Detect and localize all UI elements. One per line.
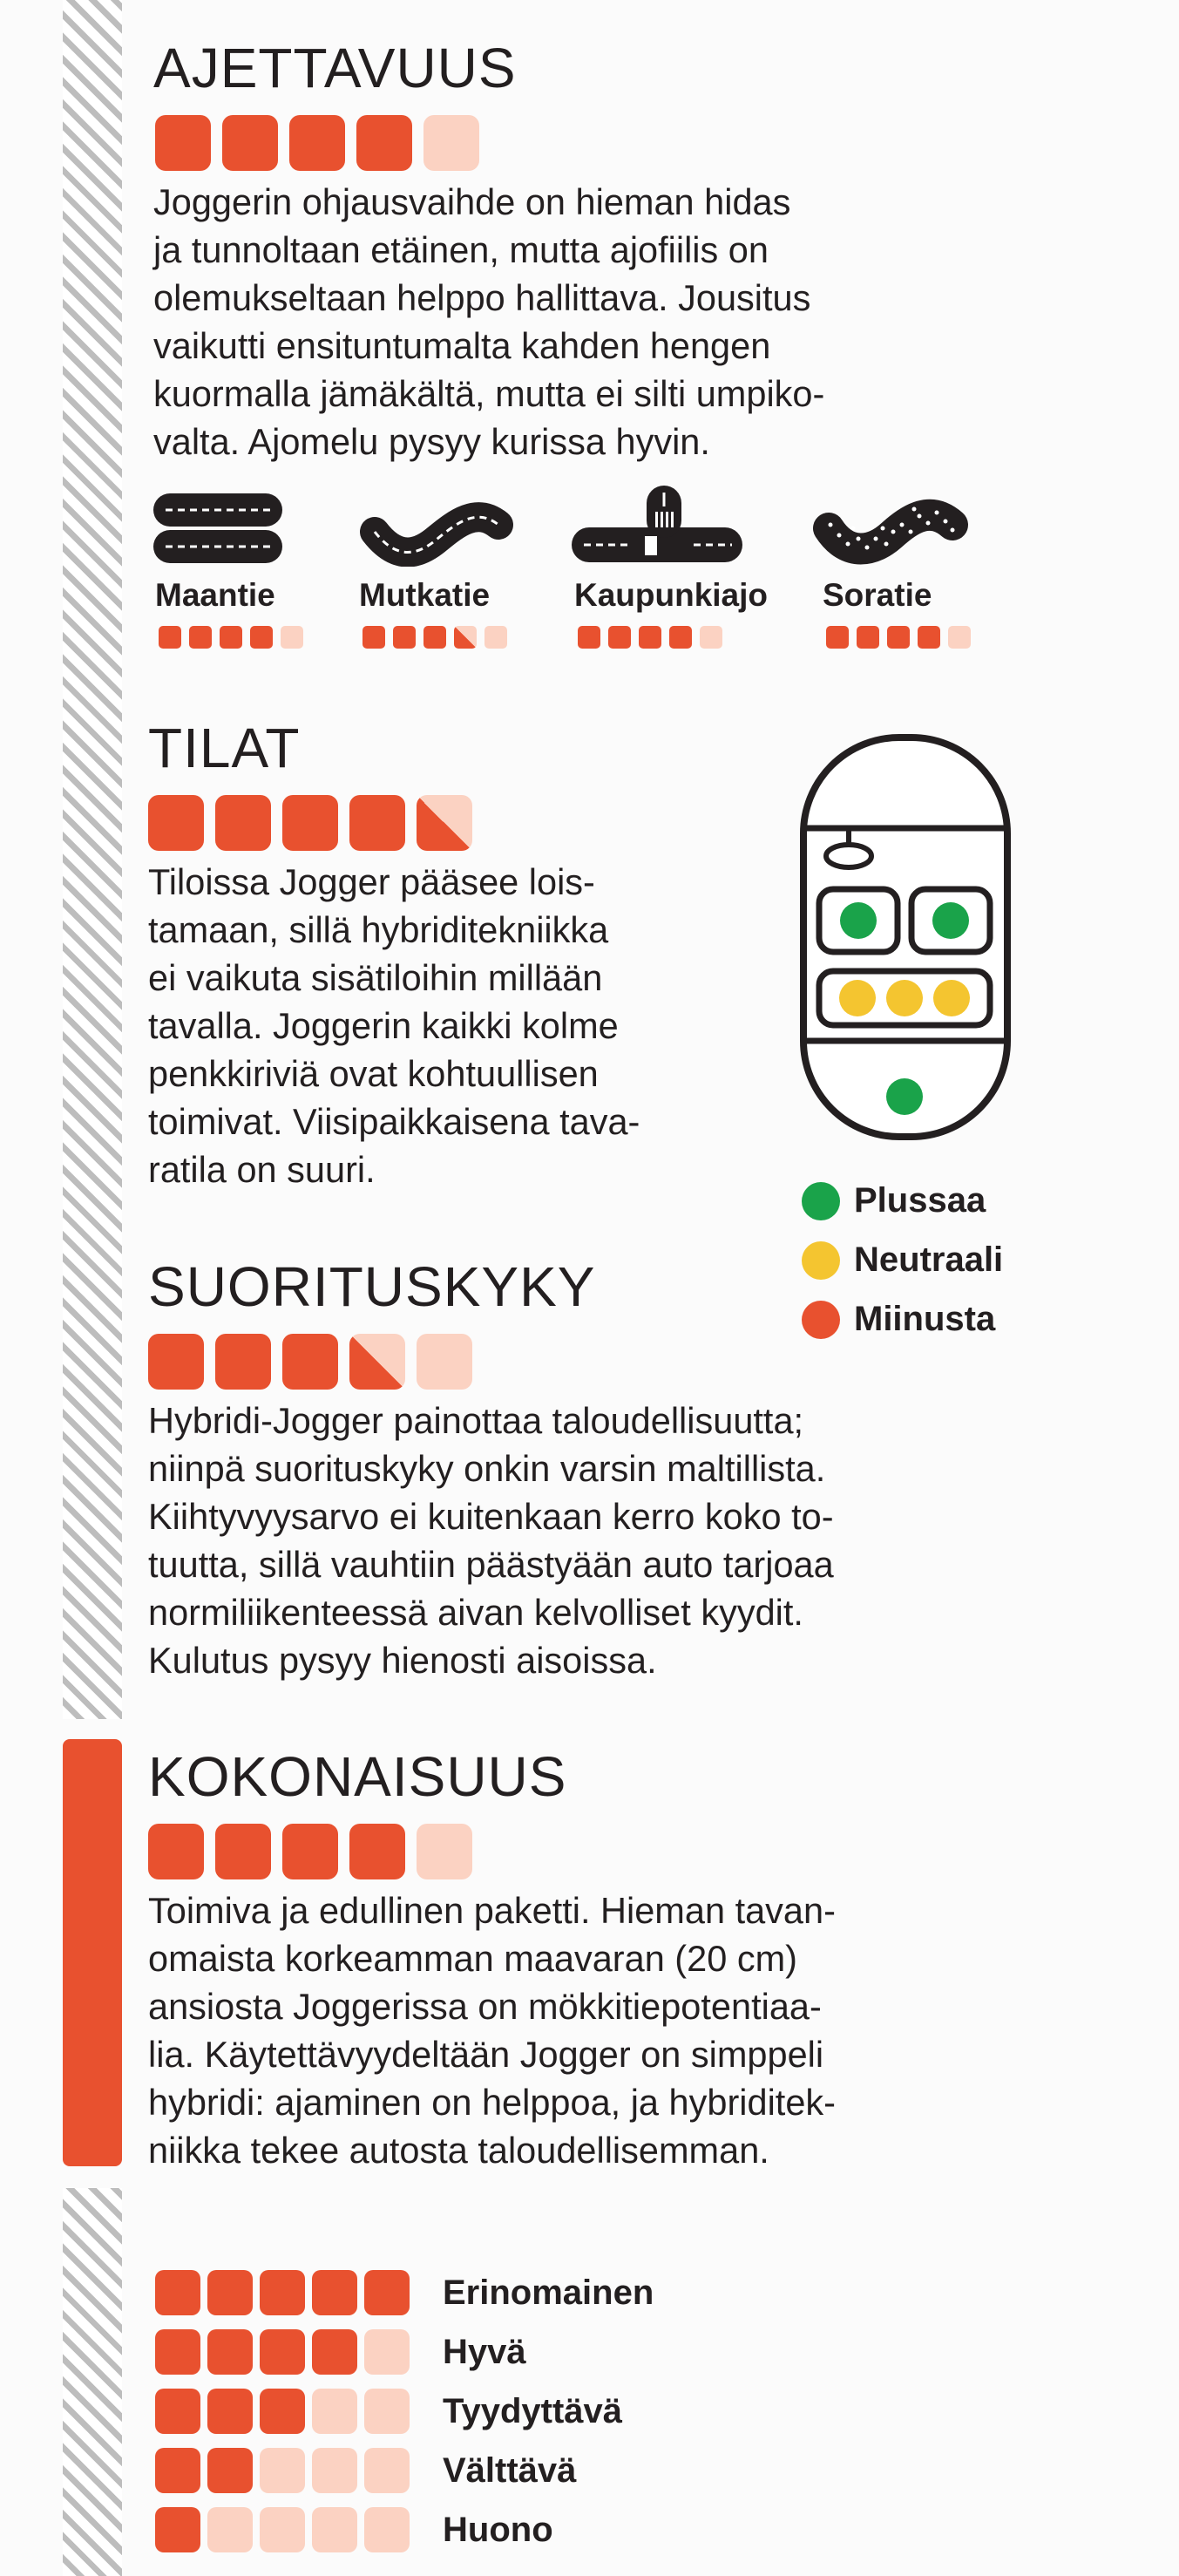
section-title: KOKONAISUUS	[148, 1745, 567, 1808]
rating-square-empty	[417, 1824, 472, 1879]
road-soratie-label-group	[823, 577, 971, 649]
road-rating	[159, 626, 303, 649]
rating-square-full	[155, 115, 211, 171]
section-body	[148, 1397, 834, 1684]
summary-accent-bar	[63, 1739, 122, 2166]
legend-label: Erinomainen	[443, 2273, 654, 2312]
section-suorituskyky	[148, 1255, 834, 1684]
rating-square-empty	[484, 626, 507, 649]
rating-square-full	[349, 795, 405, 851]
legend-valttava	[155, 2448, 576, 2493]
body-line: Hybridi-Jogger painottaa taloudellisuutta;	[148, 1400, 804, 1441]
seat-row2-right	[933, 980, 970, 1016]
body-line: Toimiva ja edullinen paketti. Hieman tavan-	[148, 1890, 836, 1931]
road-maantie-label-group	[155, 577, 303, 649]
rating-square-full	[364, 2270, 410, 2315]
highway-icon	[153, 488, 284, 567]
rating-square-empty	[948, 626, 971, 649]
rating-square-full	[207, 2448, 253, 2493]
hatched-margin-top	[63, 0, 122, 1719]
legend-squares	[155, 2507, 410, 2552]
hatched-margin-bottom	[63, 2188, 122, 2576]
road-rating	[363, 626, 507, 649]
body-line: normiliikenteessä aivan kelvolliset kyydit.	[148, 1592, 803, 1633]
road-label: Maantie	[155, 577, 275, 613]
rating-square-empty	[207, 2507, 253, 2552]
body-line: olemukseltaan helppo hallittava. Jousitus	[153, 277, 811, 318]
body-line: ei vaikuta sisätiloihin millään	[148, 957, 603, 998]
rating-square-empty	[260, 2448, 305, 2493]
rating-square-full	[207, 2270, 253, 2315]
rating-square-empty	[423, 115, 479, 171]
trunk-marker	[886, 1078, 923, 1115]
rating-squares	[155, 115, 824, 171]
rating-square-full	[260, 2270, 305, 2315]
rating-square-empty	[364, 2448, 410, 2493]
rating-square-full	[155, 2507, 200, 2552]
body-line: valta. Ajomelu pysyy kurissa hyvin.	[153, 421, 710, 462]
rating-square-full	[282, 1824, 338, 1879]
rating-square-full	[148, 1824, 204, 1879]
body-line: Kulutus pysyy hienosti aisoissa.	[148, 1640, 657, 1681]
section-tilat	[148, 717, 640, 1193]
rating-square-full	[220, 626, 242, 649]
rating-square-full	[207, 2389, 253, 2434]
legend-dot-green	[802, 1182, 840, 1220]
road-label: Mutkatie	[359, 577, 491, 613]
road-kaupunkiajo-label-group	[574, 577, 768, 649]
body-line: ansiosta Joggerissa on mökkitiepotentiaa-	[148, 1986, 822, 2027]
rating-square-full	[826, 626, 849, 649]
road-label: Kaupunkiajo	[574, 577, 769, 613]
rating-square-full	[918, 626, 940, 649]
legend-label: Hyvä	[443, 2332, 526, 2371]
legend-erinomainen	[155, 2270, 654, 2315]
road-kaupunkiajo	[572, 482, 746, 570]
gravel-road-icon	[813, 490, 970, 568]
rating-square-empty	[260, 2507, 305, 2552]
seat-row2-left	[839, 980, 876, 1016]
rating-square-full	[250, 626, 273, 649]
rating-square-full	[608, 626, 631, 649]
rating-square-full	[289, 115, 345, 171]
rating-square-full	[148, 1334, 204, 1390]
road-rating	[826, 626, 971, 649]
body-line: Kiihtyvyysarvo ei kuitenkaan kerro koko to-	[148, 1496, 834, 1537]
rating-squares	[148, 1334, 834, 1390]
body-line: toimivat. Viisipaikkaisena tava-	[148, 1101, 640, 1142]
rating-square-full	[363, 626, 385, 649]
body-line: Tiloissa Jogger pääsee lois-	[148, 861, 595, 902]
rating-square-full	[282, 1334, 338, 1390]
body-line: niinpä suorituskyky onkin varsin maltillista.	[148, 1448, 826, 1489]
city-road-icon	[572, 482, 746, 566]
legend-tyydyttava	[155, 2389, 622, 2434]
rating-square-full	[578, 626, 600, 649]
rating-square-full	[189, 626, 212, 649]
rating-square-full	[312, 2329, 357, 2375]
rating-square-full	[215, 795, 271, 851]
rating-square-full	[207, 2329, 253, 2375]
rating-square-full	[260, 2389, 305, 2434]
seat-front-left	[840, 902, 877, 939]
rating-square-full	[857, 626, 879, 649]
seat-row2-middle	[886, 980, 923, 1016]
rating-square-empty	[312, 2507, 357, 2552]
road-soratie	[813, 490, 970, 573]
legend-huono	[155, 2507, 553, 2552]
section-body	[148, 858, 640, 1193]
section-title: TILAT	[148, 717, 301, 779]
rating-square-full	[155, 2389, 200, 2434]
section-body	[153, 178, 824, 466]
legend-hyva	[155, 2329, 526, 2375]
road-maantie	[153, 488, 284, 571]
rating-square-half	[349, 1334, 405, 1390]
rating-square-full	[393, 626, 416, 649]
rating-square-full	[155, 2270, 200, 2315]
legend-label: Tyydyttävä	[443, 2391, 623, 2430]
rating-square-full	[312, 2270, 357, 2315]
body-line: hybridi: ajaminen on helppoa, ja hybriditek-	[148, 2082, 836, 2123]
legend-squares	[155, 2389, 410, 2434]
winding-road-icon	[359, 488, 516, 567]
legend-squares	[155, 2270, 410, 2315]
section-kokonaisuus	[148, 1745, 836, 2174]
rating-square-empty	[364, 2329, 410, 2375]
rating-square-full	[148, 795, 204, 851]
rating-square-full	[423, 626, 446, 649]
rating-square-empty	[364, 2507, 410, 2552]
rating-square-full	[282, 795, 338, 851]
road-rating	[578, 626, 768, 649]
body-line: lia. Käytettävyydeltään Jogger on simppeli	[148, 2034, 824, 2075]
rating-square-full	[159, 626, 181, 649]
rating-square-full	[155, 2448, 200, 2493]
rating-square-full	[260, 2329, 305, 2375]
legend-label: Huono	[443, 2510, 553, 2549]
rating-square-full	[887, 626, 910, 649]
seat-legend-plus	[802, 1181, 986, 1220]
road-mutkatie-label-group	[359, 577, 507, 649]
legend-label: Neutraali	[854, 1240, 1004, 1279]
rating-square-full	[639, 626, 661, 649]
rating-square-empty	[364, 2389, 410, 2434]
rating-squares	[148, 795, 640, 851]
body-line: penkkiriviä ovat kohtuullisen	[148, 1053, 599, 1094]
rating-square-empty	[417, 1334, 472, 1390]
legend-squares	[155, 2329, 410, 2375]
rating-square-half	[454, 626, 477, 649]
body-line: tavalla. Joggerin kaikki kolme	[148, 1005, 619, 1046]
seat-front-right	[932, 902, 969, 939]
legend-label: Miinusta	[854, 1300, 996, 1338]
section-title: SUORITUSKYKY	[148, 1255, 596, 1318]
body-line: tuutta, sillä vauhtiin päästyään auto tarjoaa	[148, 1544, 834, 1585]
seat-diagram	[800, 734, 1011, 1140]
section-body	[148, 1886, 836, 2174]
rating-square-half	[417, 795, 472, 851]
body-line: ratila on suuri.	[148, 1149, 376, 1190]
section-ajettavuus	[153, 37, 825, 466]
body-line: vaikutti ensituntumalta kahden hengen	[153, 325, 771, 366]
rating-square-empty	[312, 2448, 357, 2493]
rating-square-full	[215, 1824, 271, 1879]
rating-square-full	[349, 1824, 405, 1879]
rating-squares	[148, 1824, 836, 1879]
rating-square-full	[222, 115, 278, 171]
rating-square-full	[669, 626, 692, 649]
body-line: Joggerin ohjausvaihde on hieman hidas	[153, 181, 791, 222]
body-line: niikka tekee autosta taloudellisemman.	[148, 2130, 769, 2171]
rating-square-empty	[281, 626, 303, 649]
legend-squares	[155, 2448, 410, 2493]
legend-label: Plussaa	[854, 1181, 986, 1220]
legend-label: Välttävä	[443, 2450, 577, 2490]
section-title: AJETTAVUUS	[153, 37, 517, 99]
road-label: Soratie	[823, 577, 932, 613]
rating-square-empty	[700, 626, 722, 649]
body-line: tamaan, sillä hybriditekniikka	[148, 909, 609, 950]
rating-square-full	[155, 2329, 200, 2375]
body-line: ja tunnoltaan etäinen, mutta ajofiilis on	[153, 229, 769, 270]
rating-square-full	[215, 1334, 271, 1390]
road-mutkatie	[359, 488, 516, 571]
rating-square-empty	[312, 2389, 357, 2434]
rating-square-full	[356, 115, 412, 171]
body-line: omaista korkeamman maavaran (20 cm)	[148, 1938, 797, 1979]
body-line: kuormalla jämäkältä, mutta ei silti umpiko-	[153, 373, 825, 414]
